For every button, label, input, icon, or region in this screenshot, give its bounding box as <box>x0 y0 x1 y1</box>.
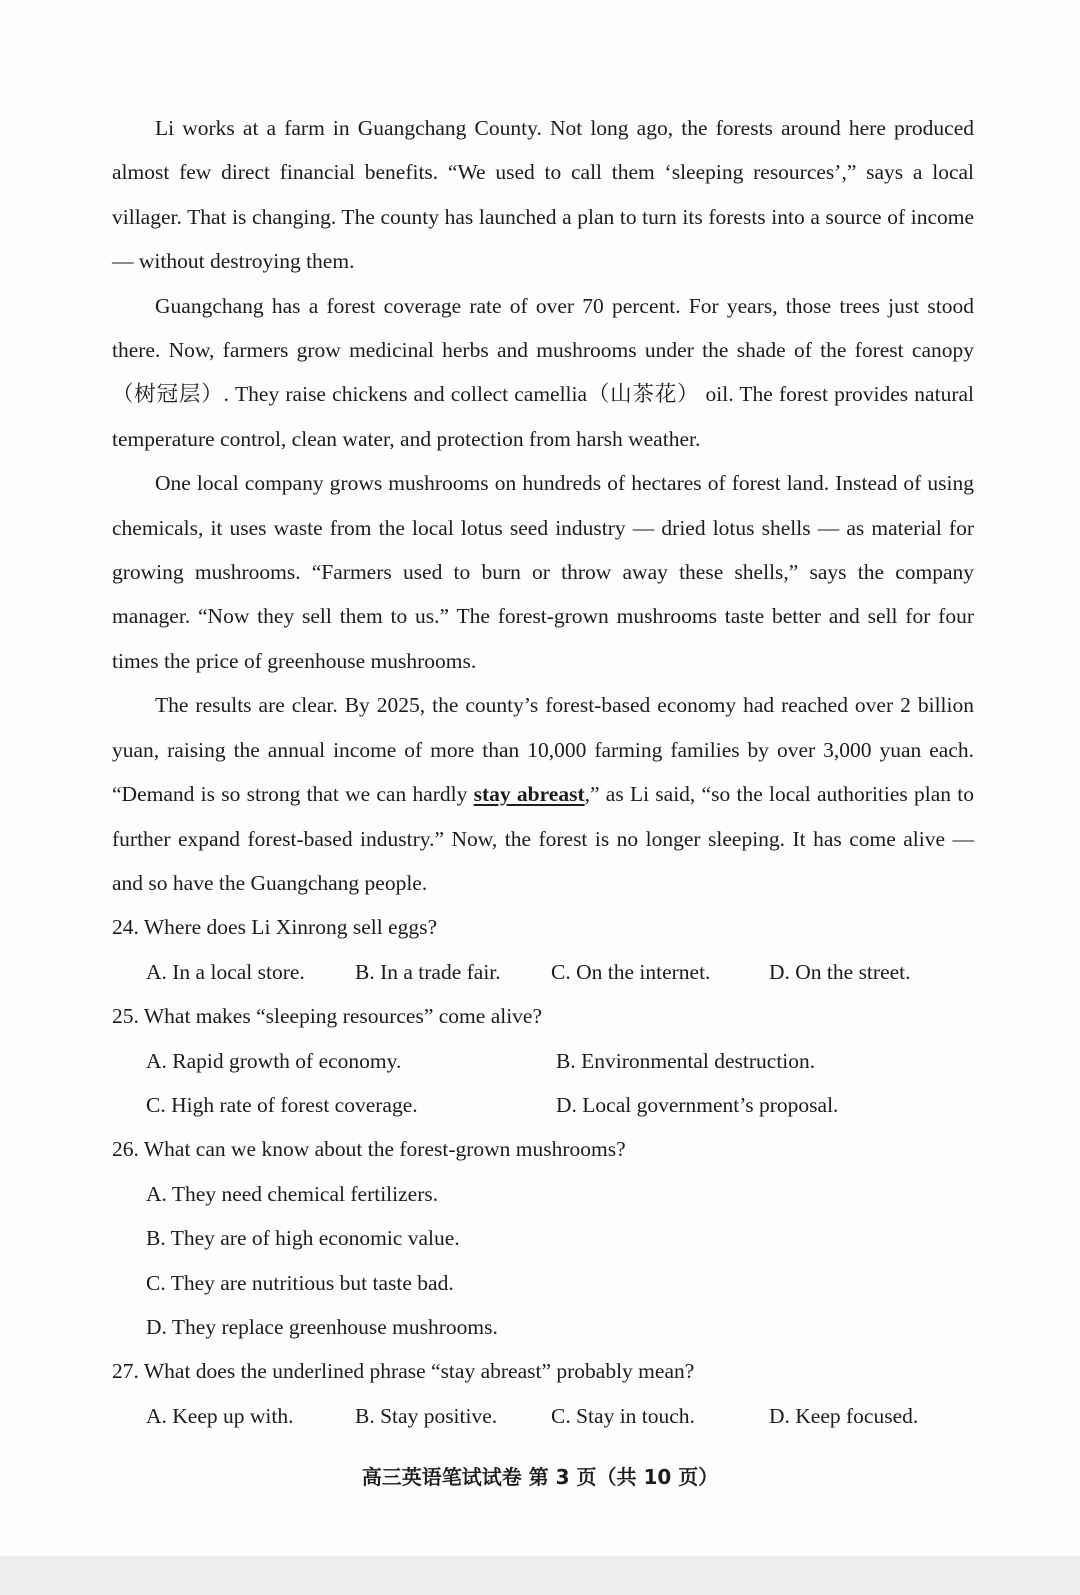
question-24-stem: 24. Where does Li Xinrong sell eggs? <box>112 915 438 940</box>
q25-option-a: A. Rapid growth of economy. <box>146 1048 402 1073</box>
q27-option-c: C. Stay in touch. <box>551 1403 695 1428</box>
passage-paragraph-1: Li works at a farm in Guangchang County. Not long ago, the forests around here produced almost few direct financial benefits. “We used to call them ‘sleeping resources’,” says a local villager. That is changing. The county has launched a plan to turn its forests into a source of income — without destroying them. <box>112 116 974 274</box>
question-25-stem: 25. What makes “sleeping resources” come alive? <box>112 1004 543 1029</box>
question-27-stem: 27. What does the underlined phrase “stay abreast” probably mean? <box>112 1359 695 1384</box>
question-27-options <box>112 1394 974 1438</box>
q25-option-d: D. Local government’s proposal. <box>556 1092 839 1117</box>
q27-option-a: A. Keep up with. <box>146 1403 294 1428</box>
question-26-options <box>112 1172 974 1350</box>
q26-option-c: C. They are nutritious but taste bad. <box>146 1270 454 1295</box>
q26-option-a: A. They need chemical fertilizers. <box>146 1181 439 1206</box>
question-26-stem: 26. What can we know about the forest-grown mushrooms? <box>112 1137 626 1162</box>
scan-bottom-edge <box>0 1556 1080 1595</box>
q27-option-b: B. Stay positive. <box>355 1403 498 1428</box>
question-25-options <box>112 1039 974 1128</box>
q25-option-c: C. High rate of forest coverage. <box>146 1092 418 1117</box>
q24-option-b: B. In a trade fair. <box>355 959 501 984</box>
q24-option-a: A. In a local store. <box>146 959 305 984</box>
paragraph-4-text-after: ,” as Li said, “so the local authorities plan to further expand forest-based industry.” Now, the forest is no longer sleeping. It has come alive — and so have the Guangchang people. <box>112 782 975 895</box>
q24-option-d: D. On the street. <box>769 959 911 984</box>
passage-paragraph-2: Guangchang has a forest coverage rate of over 70 percent. For years, those trees just stood there. Now, farmers grow medicinal herbs and mushrooms under the shade of the forest canopy（树冠层）. They raise chickens and collect camellia（山茶花） oil. The forest provides natural temperature control, clean water, and protection from harsh weather. <box>112 293 974 451</box>
page-content <box>112 106 974 1438</box>
q24-option-c: C. On the internet. <box>551 959 711 984</box>
question-24-options <box>112 950 974 994</box>
underlined-phrase: stay abreast <box>473 782 585 807</box>
passage-paragraph-4 <box>112 683 974 905</box>
page-footer: 高三英语笔试试卷 第 3 页（共 10 页） <box>361 1465 719 1489</box>
q26-option-d: D. They replace greenhouse mushrooms. <box>146 1314 498 1339</box>
q26-option-b: B. They are of high economic value. <box>146 1226 460 1251</box>
q25-option-b: B. Environmental destruction. <box>556 1048 816 1073</box>
passage-paragraph-3: One local company grows mushrooms on hundreds of hectares of forest land. Instead of using chemicals, it uses waste from the local lotus seed industry — dried lotus shells — as material for growing mushrooms. “Farmers used to burn or throw away these shells,” says the company manager. “Now they sell them to us.” The forest-grown mushrooms taste better and sell for four times the price of greenhouse mushrooms. <box>112 471 974 673</box>
paragraph-4-text-before: The results are clear. By 2025, the county’s forest-based economy had reached over 2 billion yuan, raising the annual income of more than 10,000 farming families by over 3,000 yuan each. “Demand is so strong that we can hardly <box>112 693 974 807</box>
q27-option-d: D. Keep focused. <box>769 1403 919 1428</box>
